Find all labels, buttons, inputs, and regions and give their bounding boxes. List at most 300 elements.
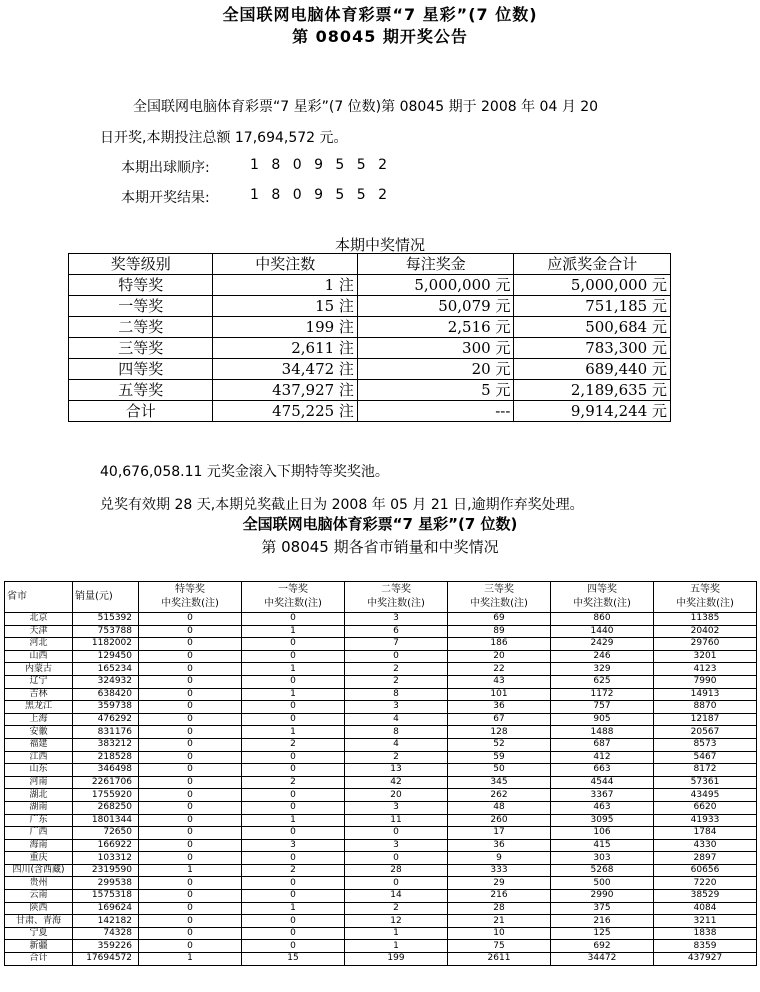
winner-count-cell: 20 xyxy=(345,789,448,802)
winner-count-cell: 2611 xyxy=(448,953,551,966)
winner-count-cell: 17 xyxy=(448,827,551,840)
province-cell: 四川(含西藏) xyxy=(5,864,73,877)
winner-count-cell: 128 xyxy=(448,726,551,739)
province-cell: 辽宁 xyxy=(5,675,73,688)
winner-count-cell: 0 xyxy=(139,915,242,928)
province-cell: 云南 xyxy=(5,890,73,903)
winner-count-cell: 2 xyxy=(345,675,448,688)
winner-count-cell: 260 xyxy=(448,814,551,827)
winner-count-cell: 43495 xyxy=(654,789,757,802)
province-cell: 海南 xyxy=(5,839,73,852)
winner-count-cell: 0 xyxy=(242,789,345,802)
winner-count-cell: 199 xyxy=(345,953,448,966)
prize-row xyxy=(69,275,671,296)
winner-count-cell: 22 xyxy=(448,663,551,676)
sales-header-label: 四等奖 xyxy=(587,584,617,595)
winner-count-cell: 0 xyxy=(242,764,345,777)
draw-order-value: 1 8 0 9 5 5 2 xyxy=(250,157,392,173)
winner-count-cell: 0 xyxy=(242,751,345,764)
sales-row xyxy=(5,675,757,688)
prize-level: 四等奖 xyxy=(69,359,213,380)
winner-count-cell: 0 xyxy=(242,927,345,940)
sales-amount-cell: 218528 xyxy=(73,751,139,764)
winner-count-cell: 1 xyxy=(242,688,345,701)
winner-count-cell: 20567 xyxy=(654,726,757,739)
sales-amount-cell: 2261706 xyxy=(73,776,139,789)
winner-count-cell: 12 xyxy=(345,915,448,928)
winner-count-cell: 1 xyxy=(242,814,345,827)
sales-amount-cell: 129450 xyxy=(73,650,139,663)
sales-row xyxy=(5,764,757,777)
prize-level: 二等奖 xyxy=(69,317,213,338)
winner-count-cell: 41933 xyxy=(654,814,757,827)
winner-count-cell: 4 xyxy=(345,713,448,726)
winner-count-cell: 15 xyxy=(242,953,345,966)
province-cell: 山东 xyxy=(5,764,73,777)
sales-amount-cell: 1182002 xyxy=(73,638,139,651)
province-cell: 福建 xyxy=(5,738,73,751)
draw-order-label: 本期出球顺序: xyxy=(121,160,210,176)
prize-level: 特等奖 xyxy=(69,275,213,296)
intro-line-1: 全国联网电脑体育彩票“7 星彩”(7 位数)第 08045 期于 2008 年 04 月 20 xyxy=(133,99,599,115)
winner-count-cell: 3367 xyxy=(551,789,654,802)
sales-amount-cell: 359226 xyxy=(73,940,139,953)
prize-level: 一等奖 xyxy=(69,296,213,317)
winner-count-cell: 2 xyxy=(242,864,345,877)
sales-row xyxy=(5,915,757,928)
sales-header-sublabel: 中奖注数(注) xyxy=(573,598,631,609)
winner-count-cell: 303 xyxy=(551,852,654,865)
winner-count-cell: 9 xyxy=(448,852,551,865)
winner-count-cell: 1172 xyxy=(551,688,654,701)
winner-count-cell: 0 xyxy=(139,902,242,915)
winner-count-cell: 3 xyxy=(242,839,345,852)
prize-total: 500,684 元 xyxy=(514,317,671,338)
winner-count-cell: 0 xyxy=(242,940,345,953)
sales-row xyxy=(5,738,757,751)
winner-count-cell: 38529 xyxy=(654,890,757,903)
winner-count-cell: 1 xyxy=(139,953,242,966)
prize-per-ticket: 300 元 xyxy=(357,338,514,359)
header-count: 中奖注数 xyxy=(213,254,357,275)
sales-row xyxy=(5,864,757,877)
winner-count-cell: 1 xyxy=(345,940,448,953)
winner-count-cell: 0 xyxy=(139,827,242,840)
winner-count-cell: 1 xyxy=(345,927,448,940)
province-cell: 安徽 xyxy=(5,726,73,739)
sales-header-sublabel: 中奖注数(注) xyxy=(676,598,734,609)
winner-count-cell: 692 xyxy=(551,940,654,953)
winner-count-cell: 0 xyxy=(139,776,242,789)
province-cell: 湖南 xyxy=(5,801,73,814)
sales-header-sublabel: 中奖注数(注) xyxy=(470,598,528,609)
winner-count-cell: 4084 xyxy=(654,902,757,915)
winner-count-cell: 500 xyxy=(551,877,654,890)
sales-row xyxy=(5,776,757,789)
winner-count-cell: 2 xyxy=(242,776,345,789)
winner-count-cell: 0 xyxy=(242,801,345,814)
winning-count: 2,611 注 xyxy=(213,338,357,359)
winner-count-cell: 106 xyxy=(551,827,654,840)
sales-amount-cell: 17694572 xyxy=(73,953,139,966)
winner-count-cell: 625 xyxy=(551,675,654,688)
winner-count-cell: 0 xyxy=(139,764,242,777)
winner-count-cell: 7220 xyxy=(654,877,757,890)
winner-count-cell: 412 xyxy=(551,751,654,764)
provincial-sales-table xyxy=(4,581,757,966)
winner-count-cell: 0 xyxy=(139,839,242,852)
winner-count-cell: 0 xyxy=(139,852,242,865)
header-total: 应派奖金合计 xyxy=(514,254,671,275)
winner-count-cell: 216 xyxy=(551,915,654,928)
sales-row xyxy=(5,890,757,903)
prize-total: 5,000,000 元 xyxy=(514,275,671,296)
sales-row xyxy=(5,638,757,651)
sales-amount-cell: 74328 xyxy=(73,927,139,940)
prize-row xyxy=(69,359,671,380)
sales-row xyxy=(5,650,757,663)
sales-row xyxy=(5,827,757,840)
announcement-subtitle: 第 08045 期开奖公告 xyxy=(292,27,468,46)
prize-table xyxy=(68,253,671,422)
winner-count-cell: 0 xyxy=(242,827,345,840)
draw-result-value: 1 8 0 9 5 5 2 xyxy=(250,187,392,203)
winner-count-cell: 2990 xyxy=(551,890,654,903)
winner-count-cell: 3 xyxy=(345,701,448,714)
winner-count-cell: 52 xyxy=(448,738,551,751)
winner-count-cell: 1 xyxy=(242,902,345,915)
winner-count-cell: 4 xyxy=(345,738,448,751)
sales-amount-cell: 1575318 xyxy=(73,890,139,903)
winner-count-cell: 57361 xyxy=(654,776,757,789)
winning-count: 1 注 xyxy=(213,275,357,296)
intro-line-2: 日开奖,本期投注总额 17,694,572 元。 xyxy=(100,130,348,146)
winner-count-cell: 4330 xyxy=(654,839,757,852)
winner-count-cell: 8870 xyxy=(654,701,757,714)
sales-amount-cell: 831176 xyxy=(73,726,139,739)
sales-row xyxy=(5,701,757,714)
winner-count-cell: 2 xyxy=(345,751,448,764)
sales-row xyxy=(5,726,757,739)
winner-count-cell: 0 xyxy=(139,877,242,890)
winner-count-cell: 0 xyxy=(242,650,345,663)
prize-total: 9,914,244 元 xyxy=(514,401,671,422)
province-cell: 江西 xyxy=(5,751,73,764)
prize-total: 783,300 元 xyxy=(514,338,671,359)
winner-count-cell: 0 xyxy=(139,688,242,701)
sales-header-cell xyxy=(654,582,757,613)
winner-count-cell: 333 xyxy=(448,864,551,877)
prize-row xyxy=(69,401,671,422)
prize-table-header xyxy=(69,254,671,275)
winner-count-cell: 21 xyxy=(448,915,551,928)
prize-row xyxy=(69,380,671,401)
winner-count-cell: 2429 xyxy=(551,638,654,651)
winner-count-cell: 101 xyxy=(448,688,551,701)
winner-count-cell: 0 xyxy=(139,663,242,676)
sales-row xyxy=(5,789,757,802)
winner-count-cell: 0 xyxy=(139,801,242,814)
prize-level: 三等奖 xyxy=(69,338,213,359)
sales-amount-cell: 299538 xyxy=(73,877,139,890)
sales-header-label: 销量(元) xyxy=(75,591,113,602)
winner-count-cell: 0 xyxy=(139,713,242,726)
sales-section-title: 全国联网电脑体育彩票“7 星彩”(7 位数) xyxy=(242,515,518,533)
winner-count-cell: 262 xyxy=(448,789,551,802)
sales-row xyxy=(5,877,757,890)
winner-count-cell: 4123 xyxy=(654,663,757,676)
sales-amount-cell: 103312 xyxy=(73,852,139,865)
winner-count-cell: 5467 xyxy=(654,751,757,764)
header-level: 奖等级别 xyxy=(69,254,213,275)
winner-count-cell: 10 xyxy=(448,927,551,940)
winner-count-cell: 14 xyxy=(345,890,448,903)
sales-row xyxy=(5,663,757,676)
province-cell: 甘肃、青海 xyxy=(5,915,73,928)
winner-count-cell: 0 xyxy=(242,852,345,865)
sales-amount-cell: 476292 xyxy=(73,713,139,726)
winner-count-cell: 186 xyxy=(448,638,551,651)
sales-header-label: 特等奖 xyxy=(175,584,205,595)
province-cell: 重庆 xyxy=(5,852,73,865)
sales-row xyxy=(5,751,757,764)
winner-count-cell: 0 xyxy=(345,650,448,663)
province-cell: 吉林 xyxy=(5,688,73,701)
province-cell: 北京 xyxy=(5,613,73,626)
winner-count-cell: 0 xyxy=(139,726,242,739)
sales-table-header xyxy=(5,582,757,613)
winner-count-cell: 14913 xyxy=(654,688,757,701)
province-cell: 广西 xyxy=(5,827,73,840)
winner-count-cell: 89 xyxy=(448,625,551,638)
winner-count-cell: 8 xyxy=(345,688,448,701)
winner-count-cell: 216 xyxy=(448,890,551,903)
winner-count-cell: 3211 xyxy=(654,915,757,928)
winner-count-cell: 67 xyxy=(448,713,551,726)
sales-header-label: 五等奖 xyxy=(690,584,720,595)
winner-count-cell: 329 xyxy=(551,663,654,676)
winner-count-cell: 437927 xyxy=(654,953,757,966)
sales-row xyxy=(5,801,757,814)
province-cell: 上海 xyxy=(5,713,73,726)
winner-count-cell: 0 xyxy=(139,751,242,764)
sales-amount-cell: 383212 xyxy=(73,738,139,751)
province-cell: 广东 xyxy=(5,814,73,827)
prize-row xyxy=(69,317,671,338)
winner-count-cell: 3 xyxy=(345,839,448,852)
prize-total: 751,185 元 xyxy=(514,296,671,317)
province-cell: 宁夏 xyxy=(5,927,73,940)
sales-amount-cell: 359738 xyxy=(73,701,139,714)
sales-row xyxy=(5,953,757,966)
winner-count-cell: 2897 xyxy=(654,852,757,865)
prize-per-ticket: 50,079 元 xyxy=(357,296,514,317)
winner-count-cell: 0 xyxy=(242,638,345,651)
winner-count-cell: 59 xyxy=(448,751,551,764)
province-cell: 山西 xyxy=(5,650,73,663)
winner-count-cell: 29760 xyxy=(654,638,757,651)
winner-count-cell: 125 xyxy=(551,927,654,940)
winner-count-cell: 36 xyxy=(448,839,551,852)
winner-count-cell: 11385 xyxy=(654,613,757,626)
prize-row xyxy=(69,338,671,359)
winner-count-cell: 0 xyxy=(242,613,345,626)
winner-count-cell: 29 xyxy=(448,877,551,890)
header-per-prize: 每注奖金 xyxy=(357,254,514,275)
winner-count-cell: 0 xyxy=(242,915,345,928)
province-cell: 河南 xyxy=(5,776,73,789)
sales-header-cell xyxy=(73,582,139,613)
winner-count-cell: 48 xyxy=(448,801,551,814)
winner-count-cell: 1488 xyxy=(551,726,654,739)
winner-count-cell: 0 xyxy=(345,827,448,840)
winning-count: 437,927 注 xyxy=(213,380,357,401)
prize-per-ticket: 20 元 xyxy=(357,359,514,380)
prize-total: 689,440 元 xyxy=(514,359,671,380)
winner-count-cell: 2 xyxy=(345,902,448,915)
sales-amount-cell: 72650 xyxy=(73,827,139,840)
prize-total: 2,189,635 元 xyxy=(514,380,671,401)
sales-amount-cell: 346498 xyxy=(73,764,139,777)
winner-count-cell: 0 xyxy=(139,814,242,827)
winner-count-cell: 2 xyxy=(345,663,448,676)
winner-count-cell: 463 xyxy=(551,801,654,814)
province-cell: 内蒙古 xyxy=(5,663,73,676)
winner-count-cell: 12187 xyxy=(654,713,757,726)
province-cell: 河北 xyxy=(5,638,73,651)
winner-count-cell: 4544 xyxy=(551,776,654,789)
winner-count-cell: 3201 xyxy=(654,650,757,663)
winner-count-cell: 0 xyxy=(139,613,242,626)
winner-count-cell: 8 xyxy=(345,726,448,739)
winner-count-cell: 6 xyxy=(345,625,448,638)
winner-count-cell: 663 xyxy=(551,764,654,777)
prize-row xyxy=(69,296,671,317)
sales-amount-cell: 2319590 xyxy=(73,864,139,877)
sales-row xyxy=(5,852,757,865)
winner-count-cell: 1838 xyxy=(654,927,757,940)
sales-header-label: 二等奖 xyxy=(381,584,411,595)
province-cell: 天津 xyxy=(5,625,73,638)
winner-count-cell: 0 xyxy=(242,890,345,903)
winner-count-cell: 0 xyxy=(139,650,242,663)
winning-count: 199 注 xyxy=(213,317,357,338)
winner-count-cell: 0 xyxy=(139,890,242,903)
announcement-title: 全国联网电脑体育彩票“7 星彩”(7 位数) xyxy=(222,5,538,24)
winner-count-cell: 0 xyxy=(242,877,345,890)
sales-header-cell xyxy=(5,582,73,613)
winner-count-cell: 0 xyxy=(139,940,242,953)
sales-amount-cell: 1801344 xyxy=(73,814,139,827)
sales-amount-cell: 169624 xyxy=(73,902,139,915)
winner-count-cell: 20 xyxy=(448,650,551,663)
winner-count-cell: 34472 xyxy=(551,953,654,966)
sales-header-cell xyxy=(551,582,654,613)
sales-header-cell xyxy=(139,582,242,613)
sales-amount-cell: 165234 xyxy=(73,663,139,676)
province-cell: 湖北 xyxy=(5,789,73,802)
province-cell: 陕西 xyxy=(5,902,73,915)
winner-count-cell: 1784 xyxy=(654,827,757,840)
winner-count-cell: 20402 xyxy=(654,625,757,638)
winner-count-cell: 246 xyxy=(551,650,654,663)
sales-row xyxy=(5,927,757,940)
province-cell: 合计 xyxy=(5,953,73,966)
winner-count-cell: 0 xyxy=(139,701,242,714)
winner-count-cell: 5268 xyxy=(551,864,654,877)
sales-amount-cell: 268250 xyxy=(73,801,139,814)
winner-count-cell: 36 xyxy=(448,701,551,714)
sales-header-label: 一等奖 xyxy=(278,584,308,595)
winner-count-cell: 415 xyxy=(551,839,654,852)
province-cell: 黑龙江 xyxy=(5,701,73,714)
claim-expiry-note: 兑奖有效期 28 天,本期兑奖截止日为 2008 年 05 月 21 日,逾期作弃奖处理。 xyxy=(100,497,584,513)
sales-amount-cell: 1755920 xyxy=(73,789,139,802)
winner-count-cell: 0 xyxy=(345,877,448,890)
sales-header-cell xyxy=(345,582,448,613)
winning-count: 15 注 xyxy=(213,296,357,317)
sales-row xyxy=(5,902,757,915)
jackpot-rollover-note: 40,676,058.11 元奖金滚入下期特等奖奖池。 xyxy=(100,464,389,480)
sales-amount-cell: 638420 xyxy=(73,688,139,701)
winner-count-cell: 7990 xyxy=(654,675,757,688)
winner-count-cell: 345 xyxy=(448,776,551,789)
winner-count-cell: 3 xyxy=(345,613,448,626)
sales-amount-cell: 324932 xyxy=(73,675,139,688)
winner-count-cell: 6620 xyxy=(654,801,757,814)
winner-count-cell: 0 xyxy=(242,713,345,726)
winner-count-cell: 42 xyxy=(345,776,448,789)
winner-count-cell: 757 xyxy=(551,701,654,714)
winner-count-cell: 1 xyxy=(242,663,345,676)
sales-header-cell xyxy=(448,582,551,613)
winner-count-cell: 8573 xyxy=(654,738,757,751)
sales-row xyxy=(5,713,757,726)
winning-count: 34,472 注 xyxy=(213,359,357,380)
winner-count-cell: 905 xyxy=(551,713,654,726)
prize-level: 五等奖 xyxy=(69,380,213,401)
winner-count-cell: 375 xyxy=(551,902,654,915)
sales-row xyxy=(5,940,757,953)
winner-count-cell: 28 xyxy=(448,902,551,915)
sales-header-label: 省市 xyxy=(7,591,27,602)
winner-count-cell: 69 xyxy=(448,613,551,626)
winner-count-cell: 687 xyxy=(551,738,654,751)
winner-count-cell: 0 xyxy=(139,625,242,638)
draw-result-label: 本期开奖结果: xyxy=(121,190,210,206)
winner-count-cell: 75 xyxy=(448,940,551,953)
winner-count-cell: 0 xyxy=(139,789,242,802)
sales-row xyxy=(5,613,757,626)
sales-row xyxy=(5,625,757,638)
sales-row xyxy=(5,839,757,852)
winner-count-cell: 0 xyxy=(242,675,345,688)
prize-per-ticket: 5,000,000 元 xyxy=(357,275,514,296)
winner-count-cell: 0 xyxy=(242,701,345,714)
winner-count-cell: 28 xyxy=(345,864,448,877)
winner-count-cell: 2 xyxy=(242,738,345,751)
sales-section-subtitle: 第 08045 期各省市销量和中奖情况 xyxy=(261,538,499,556)
winner-count-cell: 43 xyxy=(448,675,551,688)
winner-count-cell: 1 xyxy=(242,625,345,638)
sales-amount-cell: 142182 xyxy=(73,915,139,928)
winner-count-cell: 1440 xyxy=(551,625,654,638)
winner-count-cell: 8172 xyxy=(654,764,757,777)
winner-count-cell: 8359 xyxy=(654,940,757,953)
sales-header-cell xyxy=(242,582,345,613)
province-cell: 贵州 xyxy=(5,877,73,890)
winner-count-cell: 0 xyxy=(139,738,242,751)
